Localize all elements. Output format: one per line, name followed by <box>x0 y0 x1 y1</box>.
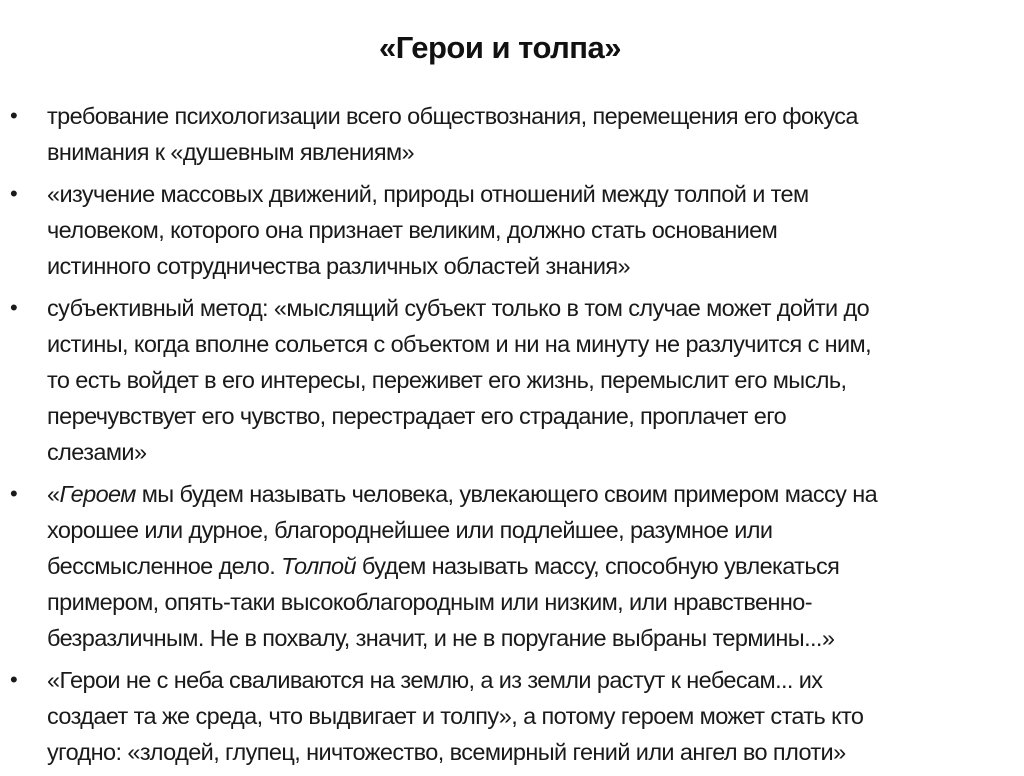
bullet-icon: • <box>10 295 18 320</box>
italic-term-crowd: Толпой <box>281 553 356 579</box>
bullet-item-psychologization <box>0 98 1024 170</box>
text-line: требование психологизации всего обществознания, перемещения его фокуса <box>47 103 858 129</box>
text-fragment: « <box>47 481 60 507</box>
text-line <box>47 548 1024 584</box>
text-line <box>47 476 1024 512</box>
text-line: человеком, которого она признает великим, должно стать основанием <box>47 217 778 243</box>
text-line: примером, опять-таки высокоблагородным или низким, или нравственно- <box>47 589 812 615</box>
text-fragment: мы будем называть человека, увлекающего своим примером массу на <box>135 481 878 507</box>
text-line: слезами» <box>47 439 147 465</box>
bullet-item-mass-movements <box>0 176 1024 284</box>
text-line: субъективный метод: «мыслящий субъект только в том случае может дойти до <box>47 295 870 321</box>
italic-term-hero: Героем <box>59 481 136 507</box>
bullet-icon: • <box>10 103 18 128</box>
text-line: угодно: «злодей, глупец, ничтожество, всемирный гений или ангел во плоти» <box>47 739 846 765</box>
text-line: «Герои не с неба сваливаются на землю, а из земли растут к небесам... их <box>47 667 823 693</box>
bullet-item-subjective-method <box>0 290 1024 470</box>
text-line: то есть войдет в его интересы, переживет его жизнь, перемыслит его мысль, <box>47 367 847 393</box>
text-line: безразличным. Не в похвалу, значит, и не в поругание выбраны термины...» <box>47 625 835 651</box>
bullet-list <box>0 98 1024 776</box>
slide-title: «Герои и толпа» <box>378 30 622 65</box>
text-line: хорошее или дурное, благороднейшее или подлейшее, разумное или <box>47 517 773 543</box>
bullet-icon: • <box>10 667 18 692</box>
text-line: истины, когда вполне сольется с объектом и ни на минуту не разлучится с ним, <box>47 331 872 357</box>
bullet-item-heroes-origin <box>0 662 1024 770</box>
text-line: внимания к «душевным явлениям» <box>47 139 414 165</box>
text-fragment: будем называть массу, способную увлекаться <box>355 553 840 579</box>
text-line: создает та же среда, что выдвигает и толпу», а потому героем может стать кто <box>47 703 864 729</box>
text-line: «изучение массовых движений, природы отношений между толпой и тем <box>47 181 809 207</box>
bullet-icon: • <box>10 481 18 506</box>
text-line: истинного сотрудничества различных областей знания» <box>47 253 630 279</box>
text-line: перечувствует его чувство, перестрадает его страдание, проплачет его <box>47 403 787 429</box>
bullet-icon: • <box>10 181 18 206</box>
text-fragment: бессмысленное дело. <box>47 553 282 579</box>
bullet-item-hero-definition <box>0 476 1024 656</box>
